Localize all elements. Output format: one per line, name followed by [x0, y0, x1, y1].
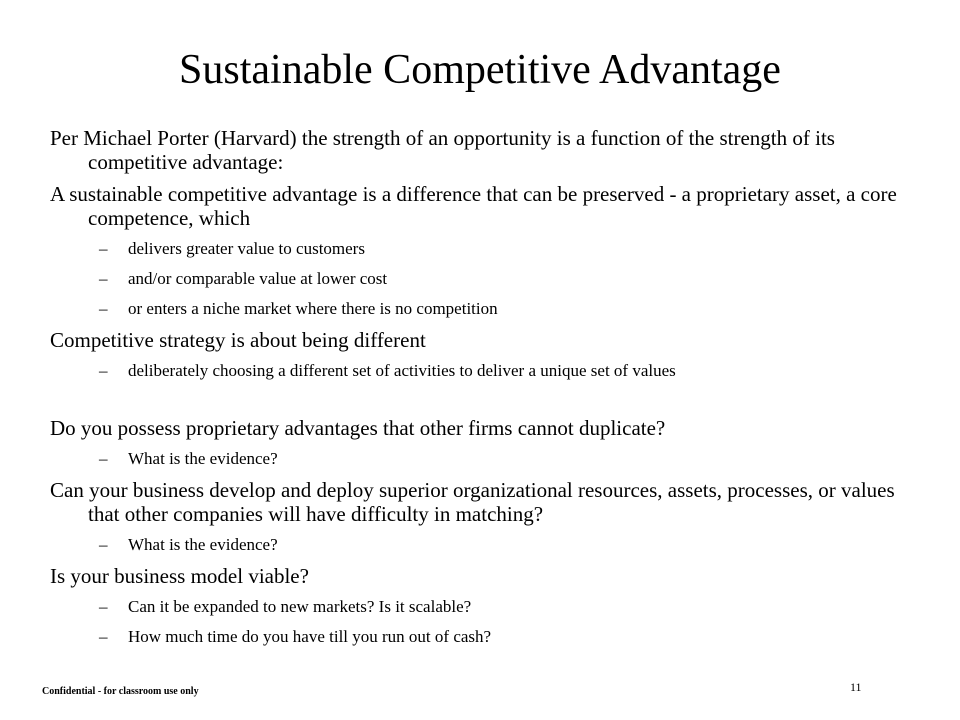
sub-bullet-item — [50, 626, 900, 648]
page-number: 11 — [850, 680, 862, 694]
sub-bullet-item — [50, 268, 900, 290]
dash-marker: – — [99, 449, 108, 468]
sub-bullet-text: or enters a niche market where there is no competition — [128, 299, 498, 318]
sub-bullet-item — [50, 298, 900, 320]
sub-bullet-item — [50, 238, 900, 260]
sub-bullet-text: and/or comparable value at lower cost — [128, 269, 388, 288]
slide-body — [50, 126, 900, 656]
dash-marker: – — [99, 239, 108, 258]
dash-marker: – — [99, 269, 108, 288]
bullet-item: Do you possess proprietary advantages that other firms cannot duplicate? — [50, 416, 666, 440]
confidential-footer: Confidential - for classroom use only — [42, 686, 199, 697]
slide-title: Sustainable Competitive Advantage — [179, 47, 781, 93]
blank-line — [50, 390, 900, 416]
bullet-item: Can your business develop and deploy superior organizational resources, assets, processes, or values that other companies will have difficulty in matching? — [50, 478, 895, 526]
bullet-item: Per Michael Porter (Harvard) the strength of an opportunity is a function of the strength of its competitive advantage: — [50, 126, 835, 174]
bullet-item: Is your business model viable? — [50, 564, 309, 588]
sub-bullet-item — [50, 448, 900, 470]
dash-marker: – — [99, 597, 108, 616]
sub-bullet-text: Can it be expanded to new markets? Is it scalable? — [128, 597, 472, 616]
bullet-item: Competitive strategy is about being different — [50, 328, 426, 352]
sub-bullet-text: deliberately choosing a different set of activities to deliver a unique set of values — [128, 361, 676, 380]
sub-bullet-item — [50, 596, 900, 618]
sub-bullet-text: delivers greater value to customers — [128, 239, 365, 258]
sub-bullet-text: What is the evidence? — [128, 449, 278, 468]
dash-marker: – — [99, 627, 108, 646]
dash-marker: – — [99, 361, 108, 380]
sub-bullet-text: What is the evidence? — [128, 535, 278, 554]
sub-bullet-text: How much time do you have till you run out of cash? — [128, 627, 492, 646]
sub-bullet-item — [50, 534, 900, 556]
sub-bullet-item — [50, 360, 900, 382]
dash-marker: – — [99, 535, 108, 554]
bullet-item: A sustainable competitive advantage is a difference that can be preserved - a proprietary asset, a core competence, which — [50, 182, 897, 230]
dash-marker: – — [99, 299, 108, 318]
